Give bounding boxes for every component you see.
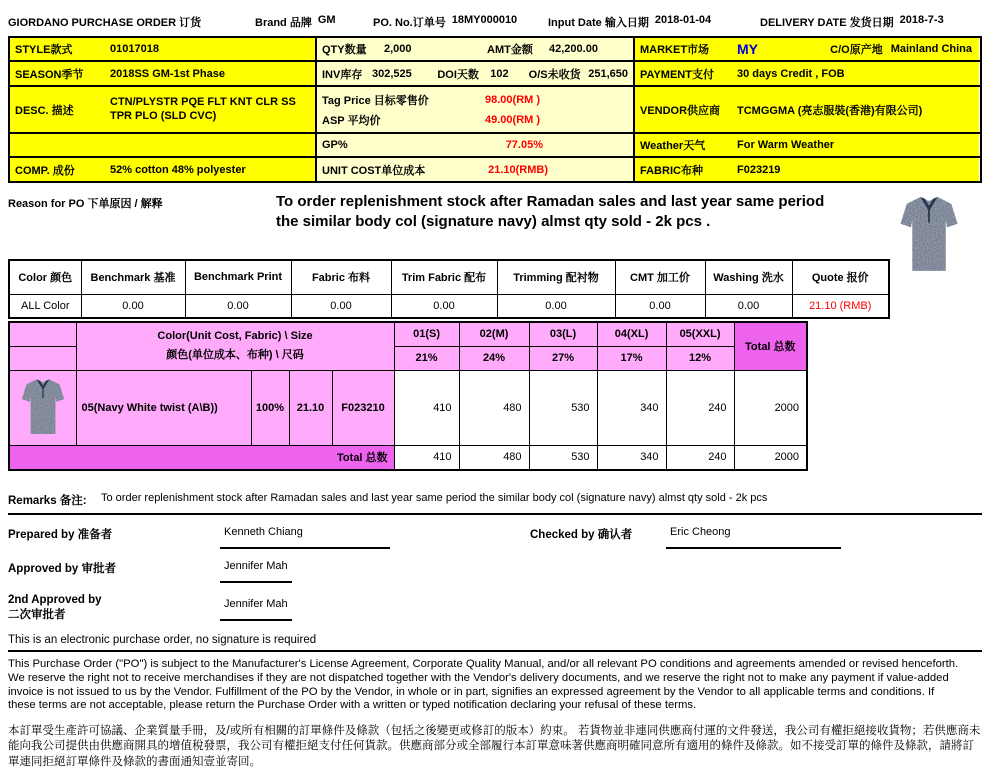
- col-header-cmt: CMT 加工价: [615, 260, 705, 294]
- qty-xl: 340: [597, 370, 666, 445]
- gp-label: GP%: [322, 139, 348, 151]
- outstanding-label: O/S未收货: [528, 68, 581, 81]
- col-header-benchmark: Benchmark 基准: [81, 260, 185, 294]
- payment-value: 30 days Credit , FOB: [737, 67, 845, 80]
- reason-line-1: To order replenishment stock after Ramadan sales and last year same period: [276, 193, 825, 210]
- cost-breakdown-table: [8, 259, 890, 319]
- col-header-trimming: Trimming 配衬物: [497, 260, 615, 294]
- cost-quote-value: 21.10 (RMB): [792, 294, 889, 318]
- market-label: MARKET市场: [640, 44, 710, 56]
- market-value: MY: [737, 41, 758, 57]
- cost-benchmark-value: 0.00: [81, 294, 185, 318]
- qty-value: 2,000: [384, 43, 412, 55]
- reason-section: [8, 183, 982, 257]
- approved-row: [8, 558, 982, 583]
- colorway-name: 05(Navy White twist (A\B)): [76, 370, 251, 445]
- ratio-l: 27%: [529, 346, 597, 370]
- delivery-date-field: [760, 14, 982, 30]
- polo-shirt-thumbnail: [20, 374, 66, 438]
- description-label: DESC. 描述: [15, 104, 74, 117]
- terms-english: This Purchase Order ("PO") is subject to the Manufacturer's License Agreement, Corporate Quality Manual, and/or all relevant PO conditions and agreements amended or revised henceforth. We reserve the right not to receive merchandises if they are not dispatched together with the Vendor's delivery documents, and we reserve the right not to make any payment if value-added invoice is not issued to us by the Vendor. Fulfillment of the PO by the Vendor, in whole or in part, signifies an expressed agreement by the Vendor to all applicable terms and conditions. If these terms are not acceptable, please return the Purchase Order with a written or typed notification declaring your refusal of these terms.: [8, 658, 959, 712]
- vendor-label: VENDOR供应商: [640, 104, 721, 117]
- season-label: SEASON季节: [15, 68, 84, 81]
- info-row-style: [10, 38, 980, 60]
- unit-cost-value: 21.10(RMB): [488, 163, 548, 176]
- asp-label: ASP 平均价: [322, 114, 381, 127]
- colorway-unit-cost: 21.10: [289, 370, 332, 445]
- size-header-m: 02(M): [459, 322, 529, 346]
- tag-price-label: Tag Price 目标零售价: [322, 94, 429, 107]
- po-number-value: 18MY000010: [451, 14, 518, 26]
- unit-cost-label: UNIT COST单位成本: [322, 164, 426, 177]
- ratio-xl: 17%: [597, 346, 666, 370]
- composition-value: 52% cotton 48% polyester: [110, 163, 246, 176]
- cost-trim-fabric-value: 0.00: [391, 294, 497, 318]
- info-row-season: [10, 60, 980, 85]
- prepared-by-value: Kenneth Chiang: [220, 524, 390, 549]
- delivery-date-value: 2018-7-3: [899, 14, 944, 26]
- ratio-m: 24%: [459, 346, 529, 370]
- qty-s: 410: [394, 370, 459, 445]
- second-approved-by-label: 2nd Approved by 二次审批者: [8, 594, 102, 621]
- approved-by-value: Jennifer Mah: [220, 558, 292, 583]
- checked-by-value: Eric Cheong: [666, 524, 841, 549]
- cost-table-data-row: [9, 294, 889, 318]
- style-value: 01017018: [110, 43, 159, 55]
- weather-label: Weather天气: [640, 140, 706, 152]
- cost-washing-value: 0.00: [705, 294, 792, 318]
- qty-row-total: 2000: [734, 370, 807, 445]
- input-date-value: 2018-01-04: [654, 14, 712, 26]
- brand-label: Brand 品牌: [255, 17, 312, 29]
- gp-value: 77.05%: [505, 139, 543, 151]
- brand-field: [255, 14, 373, 30]
- colorway-fabric-code: F023210: [332, 370, 394, 445]
- vendor-value: TCMGGMA (亮志服裝(香港)有限公司): [737, 104, 923, 117]
- reason-line-2: the similar body col (signature navy) almst qty sold - 2k pcs .: [276, 213, 711, 231]
- prepared-checked-row: [8, 524, 982, 549]
- total-column-header: Total 总数: [734, 322, 807, 370]
- grand-total: 2000: [734, 445, 807, 470]
- total-xl: 340: [597, 445, 666, 470]
- second-approved-by-value: Jennifer Mah: [220, 596, 292, 621]
- qty-l: 530: [529, 370, 597, 445]
- col-header-benchmark-print: Benchmark Print: [185, 260, 291, 294]
- input-date-label: Input Date 输入日期: [548, 17, 649, 29]
- total-s: 410: [394, 445, 459, 470]
- remarks-text: To order replenishment stock after Ramadan sales and last year same period the similar body col (signature navy) almst qty sold - 2k pcs: [101, 492, 768, 504]
- description-value: CTN/PLYSTR PQE FLT KNT CLR SS TPR PLO (SLD CVC): [110, 95, 296, 122]
- delivery-date-label: DELIVERY DATE 发货日期: [760, 17, 894, 29]
- qty-m: 480: [459, 370, 529, 445]
- reason-label: Reason for PO 下单原因 / 解释: [8, 198, 163, 210]
- col-header-washing: Washing 洗水: [705, 260, 792, 294]
- size-header-s: 01(S): [394, 322, 459, 346]
- size-table-data-row: [9, 370, 807, 445]
- cost-table-header-row: [9, 260, 889, 294]
- country-origin-value: Mainland China: [890, 43, 972, 55]
- col-header-fabric: Fabric 布料: [291, 260, 391, 294]
- size-breakdown-table: [8, 321, 808, 471]
- total-xxl: 240: [666, 445, 734, 470]
- outstanding-value: 251,650: [588, 67, 629, 80]
- reason-text: [276, 192, 886, 257]
- col-header-quote: Quote 报价: [792, 260, 889, 294]
- polo-shirt-image: [898, 192, 960, 274]
- empty-cell: [10, 134, 317, 156]
- info-row-description: [10, 85, 980, 132]
- ratio-xxl: 12%: [666, 346, 734, 370]
- checked-by-label: Checked by 确认者: [530, 529, 633, 541]
- image-column-header-2: [9, 346, 76, 370]
- cost-benchmark-print-value: 0.00: [185, 294, 291, 318]
- cost-fabric-value: 0.00: [291, 294, 391, 318]
- document-header: [8, 8, 982, 38]
- cost-cmt-value: 0.00: [615, 294, 705, 318]
- composition-label: COMP. 成份: [15, 164, 75, 177]
- ratio-s: 21%: [394, 346, 459, 370]
- size-table-total-row: [9, 445, 807, 470]
- qty-label: QTY数量: [322, 44, 367, 56]
- cost-trimming-value: 0.00: [497, 294, 615, 318]
- col-header-trim-fabric: Trim Fabric 配布: [391, 260, 497, 294]
- total-m: 480: [459, 445, 529, 470]
- image-column-header: [9, 322, 76, 346]
- amt-label: AMT金额: [487, 44, 533, 56]
- info-row-composition: [10, 156, 980, 181]
- remarks-section: [8, 492, 982, 515]
- fabric-value: F023219: [737, 163, 781, 176]
- size-table-title-en: Color(Unit Cost, Fabric) \ Size: [157, 330, 313, 343]
- brand-value: GM: [317, 14, 336, 26]
- qty-xxl: 240: [666, 370, 734, 445]
- weather-value: For Warm Weather: [737, 139, 835, 151]
- total-row-label: Total 总数: [9, 445, 394, 470]
- style-label: STYLE款式: [15, 44, 73, 56]
- size-header-xxl: 05(XXL): [666, 322, 734, 346]
- size-table-header-row-1: [9, 322, 807, 346]
- total-l: 530: [529, 445, 597, 470]
- colorway-percent: 100%: [251, 370, 289, 445]
- po-number-label: PO. No.订单号: [373, 17, 446, 29]
- doi-label: DOI天数: [437, 68, 479, 81]
- size-header-xl: 04(XL): [597, 322, 666, 346]
- country-origin-label: C/O原产地: [830, 44, 883, 56]
- po-number-field: [373, 14, 548, 30]
- cost-color-value: ALL Color: [9, 294, 81, 318]
- order-info-grid: [8, 38, 982, 183]
- prepared-by-label: Prepared by 准备者: [8, 529, 113, 541]
- fabric-label: FABRIC布种: [640, 164, 703, 177]
- doi-value: 102: [490, 67, 509, 80]
- payment-label: PAYMENT支付: [640, 68, 714, 81]
- amt-value: 42,200.00: [549, 43, 598, 55]
- size-header-l: 03(L): [529, 322, 597, 346]
- info-row-gp: [10, 132, 980, 156]
- remarks-label: Remarks 备注:: [8, 495, 87, 507]
- inventory-label: INV库存: [322, 68, 363, 81]
- size-table-title-cn: 颜色(单位成本、布种) \ 尺码: [166, 349, 304, 362]
- input-date-field: [548, 14, 760, 30]
- second-approved-row: [8, 592, 982, 622]
- tag-price-value: 98.00(RM ): [485, 93, 541, 106]
- terms-chinese: 本訂單受生產許可協議、企業質量手冊，及/或所有相關的訂單條件及條款（包括之後變更或修訂的版本）約束。 若貨物並非連同供應商付運的文件發送，我公司有權拒絕接收貨物；若供應商未能向我公司提供由供應商開具的增值稅發票，我公司有權拒絕支付任何貨款。供應商部分或全部履行本訂單意味著供應商明確同意所有適用的條件及條款。如不接受訂單的條件及條款，請將訂單連同拒絕訂單條件及條款的書面通知壹並寄回。: [8, 725, 981, 768]
- col-header-color: Color 颜色: [9, 260, 81, 294]
- approved-by-label: Approved by 审批者: [8, 563, 116, 575]
- document-title: GIORDANO PURCHASE ORDER 订货: [8, 17, 202, 29]
- asp-value: 49.00(RM ): [485, 113, 541, 126]
- electronic-po-note: This is an electronic purchase order, no signature is required: [8, 634, 982, 652]
- season-value: 2018SS GM-1st Phase: [110, 67, 225, 80]
- inventory-value: 302,525: [371, 67, 412, 80]
